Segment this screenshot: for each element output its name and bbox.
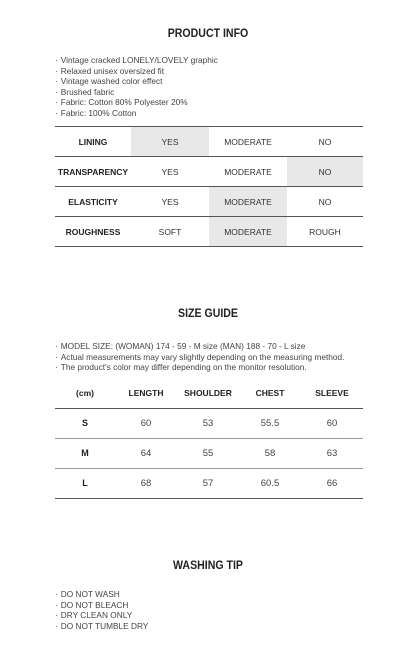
option-cell: ROUGH [309,226,341,237]
bullet-item: · DO NOT BLEACH [55,600,148,611]
option-cell: YES [161,196,179,207]
measurement-cell: 60 [326,417,338,429]
option-cell: YES [161,166,179,177]
bullet-item: · The product's color may differ depending on the monitor resolution. [55,362,344,373]
bullet-item: · Fabric: 100% Cotton [55,108,218,119]
bullet-item: · Fabric: Cotton 80% Polyester 20% [55,97,218,108]
measurement-cell: 63 [326,447,338,459]
size-row-l [55,468,363,498]
measurement-cell: 60 [140,417,152,429]
attribute-label: ROUGHNESS [65,226,121,237]
bullet-item: · Vintage washed color effect [55,76,218,87]
info-row-elasticity [55,187,363,217]
size-label: L [82,478,88,488]
washing-tip-title: WASHING TIP [173,560,243,572]
info-row-roughness [55,217,363,247]
column-header: SHOULDER [184,387,232,398]
measurement-cell: 55.5 [260,417,280,429]
measurement-cell: 57 [202,477,214,489]
option-cell: MODERATE [224,136,272,147]
column-header: CHEST [255,387,285,398]
size-row-m [55,438,363,468]
option-cell: NO [318,136,332,147]
measurement-cell: 55 [202,447,214,459]
measurement-cell: 53 [202,417,214,429]
column-header: LENGTH [128,387,164,398]
attribute-label: TRANSPARENCY [57,166,129,177]
product-info-title: PRODUCT INFO [167,28,249,40]
measurement-cell: 66 [326,477,338,489]
size-row-s [55,408,363,438]
size-table-header [55,378,363,408]
size-label: S [81,418,88,428]
bullet-item: · MODEL SIZE: (WOMAN) 174 - 59 - M size (MAN) 188 - 70 - L size [55,341,344,352]
option-cell: NO [318,196,332,207]
measurement-cell: 68 [140,477,152,489]
size-guide-title: SIZE GUIDE [178,308,238,320]
column-header: SLEEVE [315,387,349,398]
bullet-item: · DRY CLEAN ONLY [55,610,148,621]
product-info-bullets [55,55,218,118]
bullet-item: · Relaxed unisex oversized fit [55,66,218,77]
option-cell: MODERATE [224,166,272,177]
product-info-table [55,126,363,247]
bullet-item: · Vintage cracked LONELY/LOVELY graphic [55,55,218,66]
measurement-cell: 58 [264,447,276,459]
measurement-cell: 60.5 [260,477,280,489]
size-label: M [81,448,89,458]
bullet-item: · Actual measurements may vary slightly depending on the measuring method. [55,352,344,363]
bullet-item: · DO NOT TUMBLE DRY [55,621,148,632]
attribute-label: LINING [78,136,108,147]
column-header: (cm) [76,387,94,398]
attribute-label: ELASTICITY [68,196,118,207]
option-cell: YES [131,127,209,157]
option-cell: MODERATE [209,217,287,247]
measurement-cell: 64 [140,447,152,459]
info-row-lining [55,127,363,157]
size-guide-table [55,378,363,499]
option-cell: MODERATE [209,187,287,217]
info-row-transparency [55,157,363,187]
bullet-item: · DO NOT WASH [55,589,148,600]
size-guide-bullets [55,341,344,373]
washing-tip-bullets [55,589,148,631]
option-cell: SOFT [158,226,182,237]
bullet-item: · Brushed fabric [55,87,218,98]
option-cell: NO [287,157,363,187]
